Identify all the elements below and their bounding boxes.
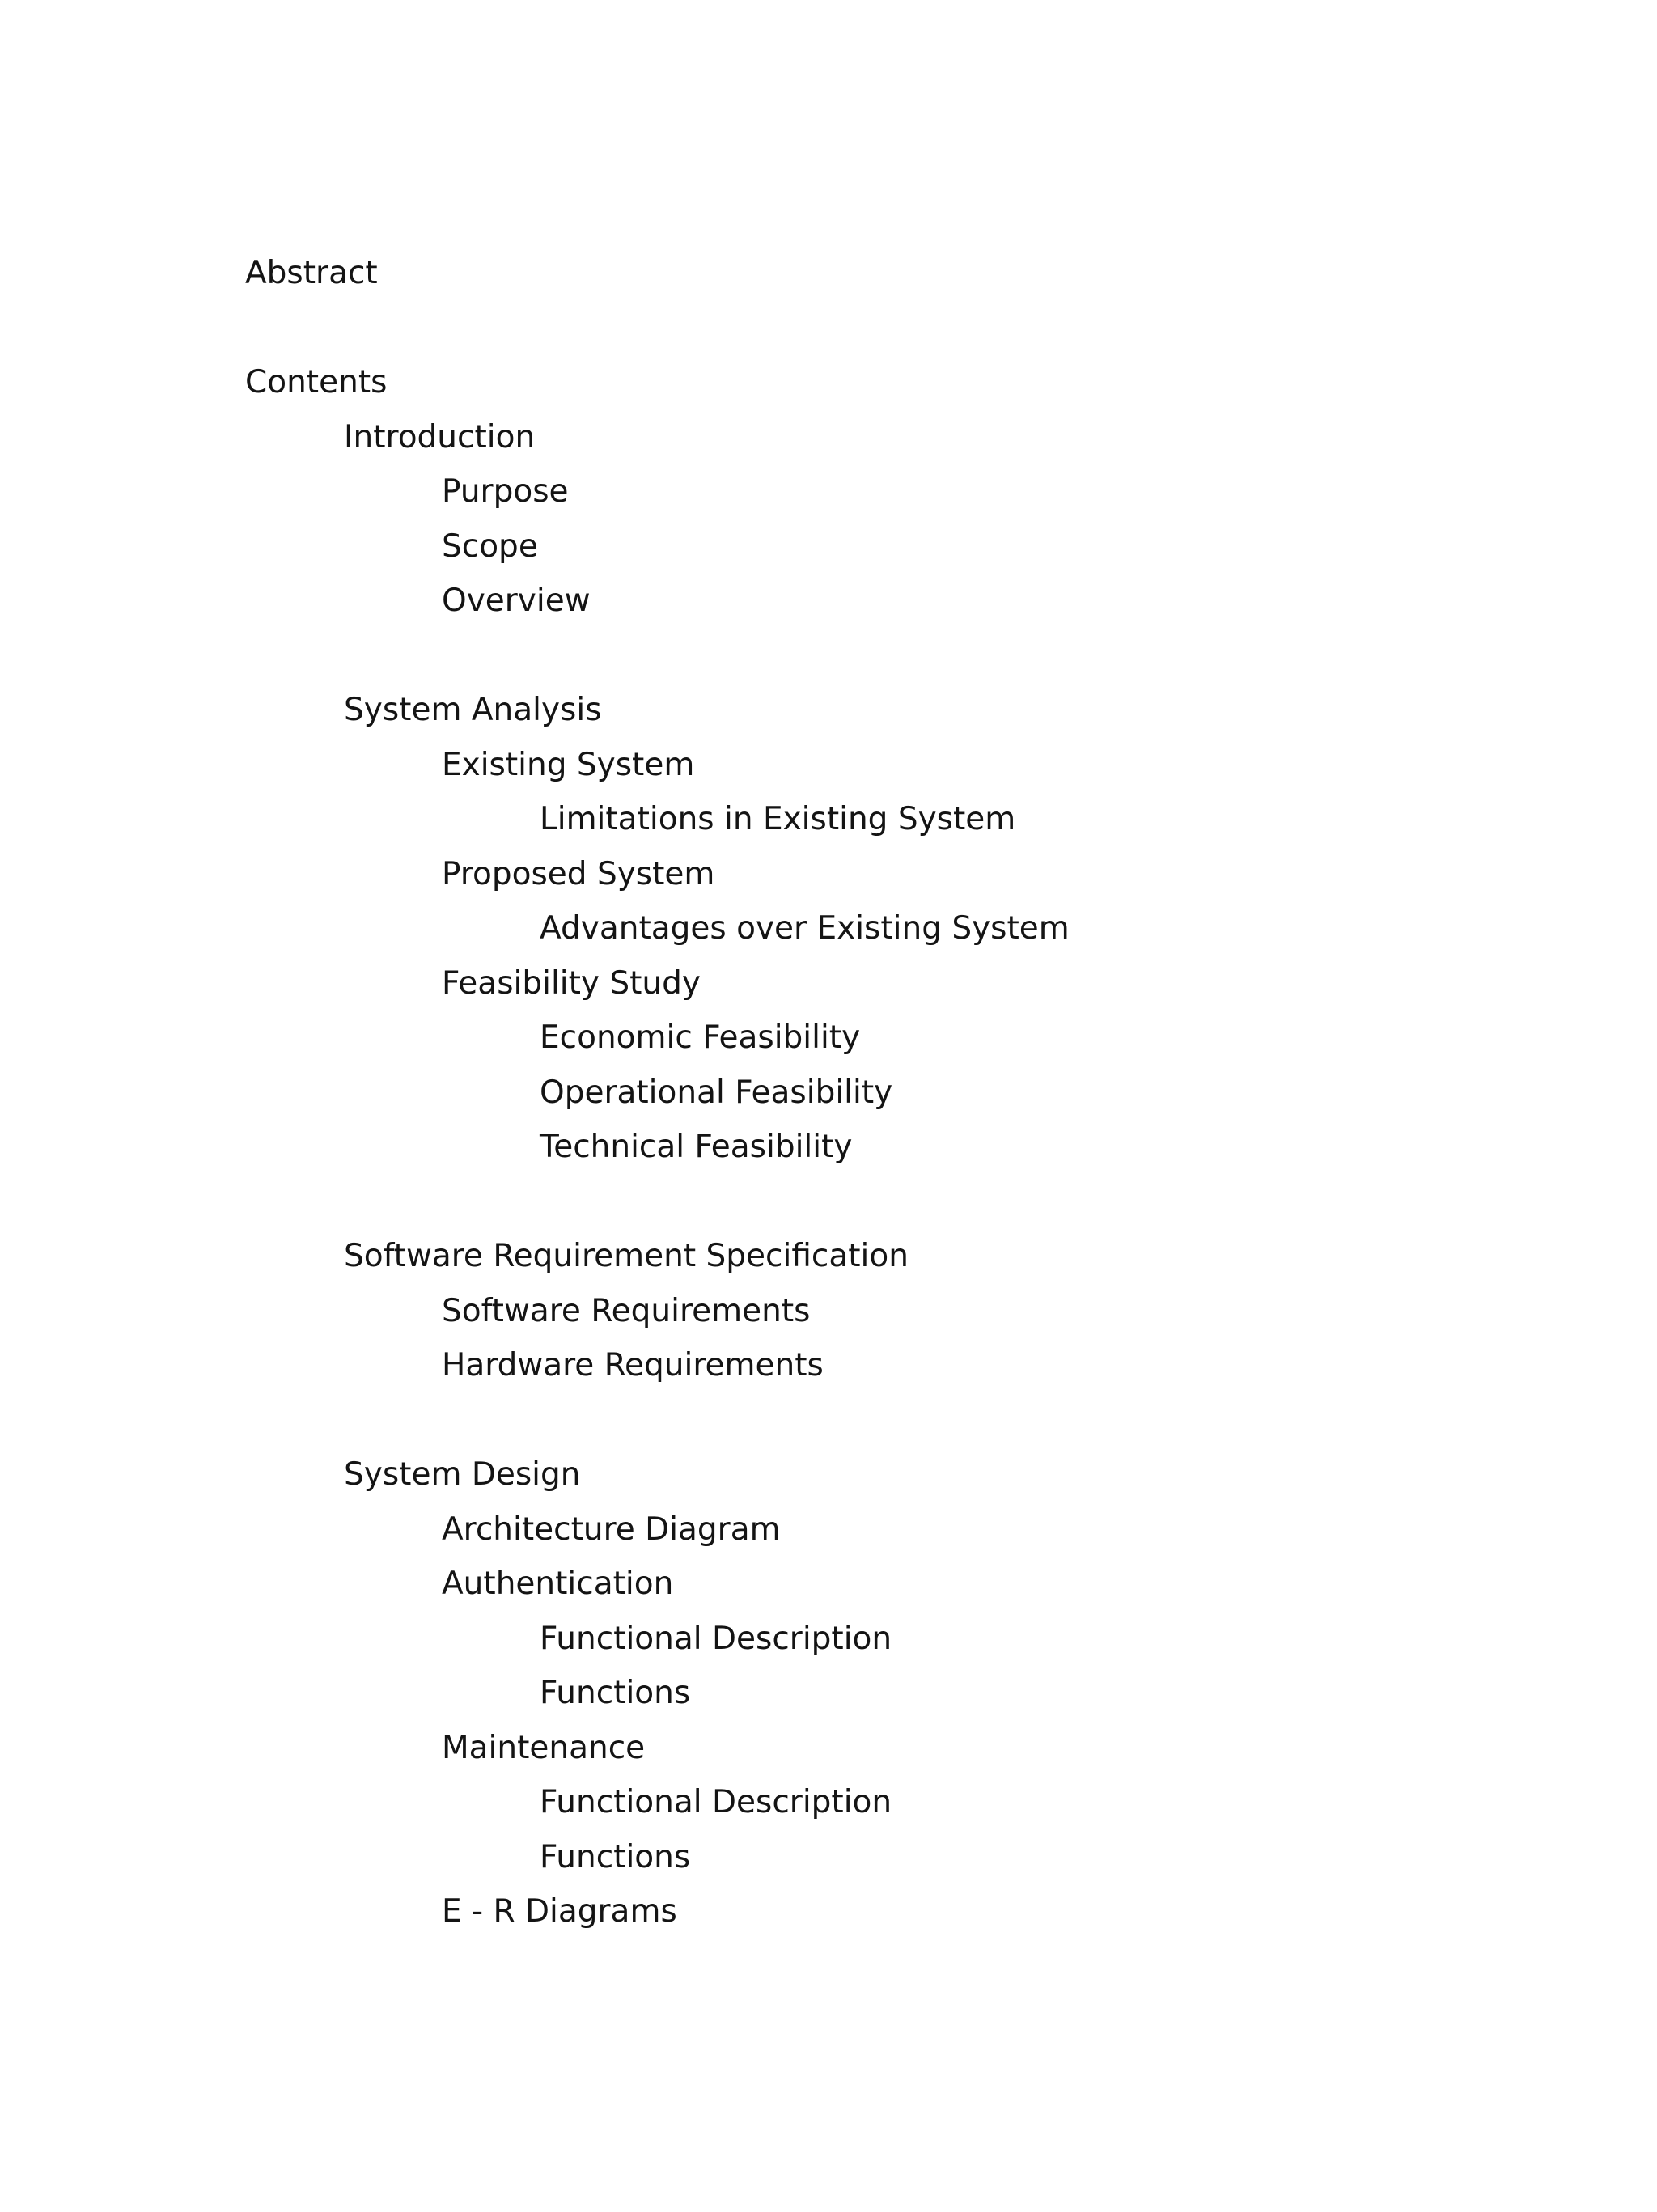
toc-entry: System Analysis xyxy=(344,692,602,728)
toc-entry: System Design xyxy=(344,1456,581,1493)
toc-entry: Overview xyxy=(442,583,591,619)
toc-entry: Operational Feasibility xyxy=(540,1074,893,1111)
toc-entry: Economic Feasibility xyxy=(540,1019,861,1056)
toc-entry: Abstract xyxy=(245,255,378,291)
toc-entry: Scope xyxy=(442,528,538,565)
toc-entry: Contents xyxy=(245,364,388,400)
toc-entry: Functions xyxy=(540,1675,691,1711)
toc-entry: Proposed System xyxy=(442,855,715,892)
toc-entry: Functional Description xyxy=(540,1784,892,1820)
toc-entry: Architecture Diagram xyxy=(442,1511,781,1548)
toc-entry: Introduction xyxy=(344,418,536,456)
toc-entry: Advantages over Existing System xyxy=(540,910,1070,947)
toc-entry: Maintenance xyxy=(442,1729,646,1766)
toc-entry: Existing System xyxy=(442,746,695,783)
toc-entry: Hardware Requirements xyxy=(442,1347,824,1384)
toc-entry: Feasibility Study xyxy=(442,964,701,1002)
toc-entry: Software Requirement Specification xyxy=(344,1238,909,1274)
table-of-contents xyxy=(0,246,1657,1939)
toc-entry: E - R Diagrams xyxy=(442,1893,677,1930)
toc-entry: Technical Feasibility xyxy=(540,1129,853,1165)
toc-entry: Functions xyxy=(540,1838,691,1875)
toc-entry: Functional Description xyxy=(540,1620,892,1657)
toc-entry: Purpose xyxy=(442,473,569,510)
toc-entry: Limitations in Existing System xyxy=(540,801,1016,837)
toc-entry: Software Requirements xyxy=(442,1292,811,1329)
toc-entry: Authentication xyxy=(442,1566,674,1602)
